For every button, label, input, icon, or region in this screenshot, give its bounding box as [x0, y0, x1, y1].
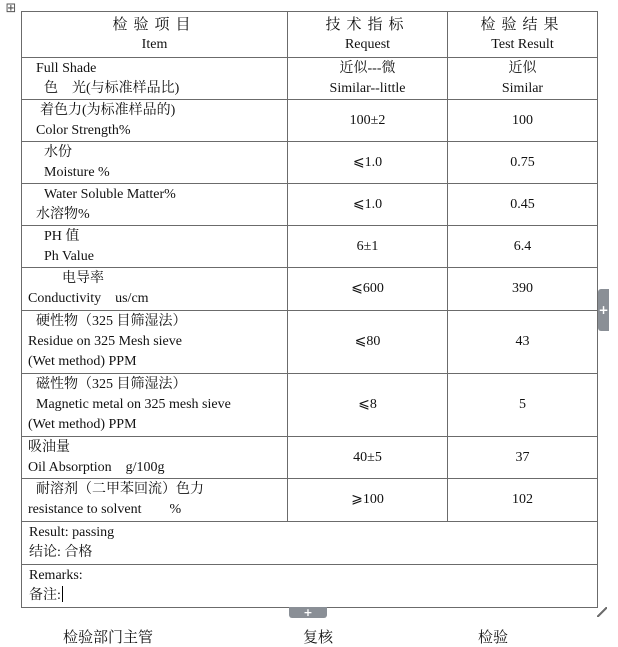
- item-line: Oil Absorption g/100g: [28, 459, 165, 475]
- request-value: ⩽8: [358, 397, 377, 412]
- result-cell[interactable]: [448, 268, 598, 311]
- result-cell[interactable]: [448, 437, 598, 479]
- request-value: Similar--little: [329, 80, 406, 96]
- request-cell[interactable]: [288, 58, 448, 100]
- spec-table: [21, 11, 598, 608]
- header-item-cell[interactable]: [22, 12, 288, 58]
- item-line: Full Shade: [36, 60, 97, 76]
- item-cell[interactable]: [22, 311, 288, 374]
- result-row: [22, 522, 598, 565]
- add-row-handle[interactable]: [289, 607, 327, 618]
- result-cell[interactable]: [448, 374, 598, 437]
- request-value: 100±2: [349, 112, 386, 128]
- result-value: 37: [515, 449, 530, 465]
- result-value: 0.75: [510, 154, 535, 170]
- table-row: [22, 226, 598, 268]
- result-cell[interactable]: [448, 226, 598, 268]
- item-line: PH 值: [44, 228, 80, 244]
- item-line: 色 光(与标准样品比): [44, 80, 180, 96]
- result-conclusion-cn: 结论: 合格: [29, 545, 93, 560]
- header-request-cn: 技术指标: [325, 16, 410, 33]
- request-value: ⩽1.0: [352, 154, 383, 170]
- request-value: ⩾100: [351, 492, 384, 507]
- item-cell[interactable]: [22, 374, 288, 437]
- result-cell[interactable]: [448, 100, 598, 142]
- request-cell[interactable]: [288, 311, 448, 374]
- item-cell[interactable]: [22, 268, 288, 311]
- add-row-plus-icon: +: [303, 606, 313, 619]
- request-cell[interactable]: [288, 437, 448, 479]
- table-row: [22, 374, 598, 437]
- header-result-cn: 检验结果: [480, 16, 565, 33]
- footer-reviewer: 复核: [303, 630, 334, 646]
- item-line: 硬性物（325 目筛湿法）: [36, 314, 187, 329]
- result-conclusion-cell[interactable]: [22, 522, 598, 565]
- request-value: ⩽1.0: [352, 196, 383, 212]
- item-line: 磁性物（325 目筛湿法）: [36, 377, 187, 392]
- remarks-row: [22, 565, 598, 608]
- item-line: Magnetic metal on 325 mesh sieve: [36, 397, 231, 412]
- item-line: (Wet method) PPM: [28, 417, 137, 432]
- result-value: 0.45: [510, 196, 535, 212]
- request-value: ⩽80: [354, 334, 381, 349]
- item-cell[interactable]: [22, 100, 288, 142]
- request-cell[interactable]: [288, 100, 448, 142]
- table-row: [22, 58, 598, 100]
- add-column-plus-icon: +: [598, 303, 609, 317]
- result-cell[interactable]: [448, 142, 598, 184]
- item-cell[interactable]: [22, 184, 288, 226]
- result-cell[interactable]: [448, 184, 598, 226]
- item-line: (Wet method) PPM: [28, 354, 137, 369]
- remarks-cell[interactable]: [22, 565, 598, 608]
- item-line: 水份: [44, 144, 72, 160]
- result-value: 43: [515, 334, 530, 349]
- item-cell[interactable]: [22, 58, 288, 100]
- result-cell[interactable]: [448, 311, 598, 374]
- footer-dept-head: 检验部门主管: [63, 630, 154, 646]
- request-cell[interactable]: [288, 226, 448, 268]
- table-row: [22, 184, 598, 226]
- item-line: 水溶物%: [36, 206, 90, 222]
- item-line: 电导率: [62, 271, 104, 286]
- item-line: Water Soluble Matter%: [44, 186, 176, 202]
- table-move-icon[interactable]: ⊞: [5, 1, 17, 16]
- remarks-label-cn-line: [29, 586, 597, 606]
- header-request-cell[interactable]: [288, 12, 448, 58]
- item-line: 吸油量: [28, 439, 70, 455]
- item-line: Color Strength%: [36, 122, 131, 138]
- result-cell[interactable]: [448, 58, 598, 100]
- result-value: 390: [512, 281, 533, 296]
- text-cursor: [62, 586, 63, 602]
- item-cell[interactable]: [22, 142, 288, 184]
- item-cell[interactable]: [22, 226, 288, 268]
- remarks-label-cn: 备注:: [29, 588, 61, 603]
- request-value: 40±5: [353, 449, 382, 465]
- header-row: [22, 12, 598, 58]
- result-value: 近似: [508, 60, 537, 76]
- header-result-cell[interactable]: [448, 12, 598, 58]
- result-value: 102: [512, 492, 533, 507]
- request-cell[interactable]: [288, 268, 448, 311]
- header-item-cn: 检验项目: [112, 16, 197, 33]
- item-cell[interactable]: [22, 437, 288, 479]
- item-line: 着色力(为标准样品的): [40, 102, 176, 118]
- table-row: [22, 437, 598, 479]
- header-request-en: Request: [344, 36, 391, 52]
- result-cell[interactable]: [448, 479, 598, 522]
- item-cell[interactable]: [22, 479, 288, 522]
- item-line: Moisture %: [44, 164, 110, 180]
- table-resize-icon[interactable]: [597, 607, 607, 617]
- request-cell[interactable]: [288, 142, 448, 184]
- result-value: 100: [512, 112, 533, 128]
- footer-inspector: 检验: [478, 630, 509, 646]
- table-row: [22, 100, 598, 142]
- table-row: [22, 268, 598, 311]
- request-cell[interactable]: [288, 374, 448, 437]
- table-row: [22, 479, 598, 522]
- header-result-en: Test Result: [491, 36, 554, 52]
- item-line: 耐溶剂（二甲苯回流）色力: [36, 482, 204, 497]
- result-value: Similar: [501, 80, 544, 96]
- request-value: 近似---微: [339, 60, 396, 76]
- item-line: Residue on 325 Mesh sieve: [28, 334, 182, 349]
- result-value: 5: [519, 397, 526, 412]
- request-value: 6±1: [356, 238, 379, 254]
- header-item-en: Item: [141, 36, 168, 52]
- result-conclusion-en: Result: passing: [29, 525, 115, 540]
- request-cell[interactable]: [288, 479, 448, 522]
- request-value: ⩽600: [351, 281, 384, 296]
- item-line: Conductivity us/cm: [28, 291, 149, 306]
- table-row: [22, 142, 598, 184]
- item-line: resistance to solvent %: [28, 502, 182, 517]
- result-value: 6.4: [513, 238, 532, 254]
- table-row: [22, 311, 598, 374]
- remarks-label-en: Remarks:: [29, 568, 83, 583]
- add-column-handle[interactable]: [598, 289, 609, 331]
- item-line: Ph Value: [44, 248, 94, 264]
- request-cell[interactable]: [288, 184, 448, 226]
